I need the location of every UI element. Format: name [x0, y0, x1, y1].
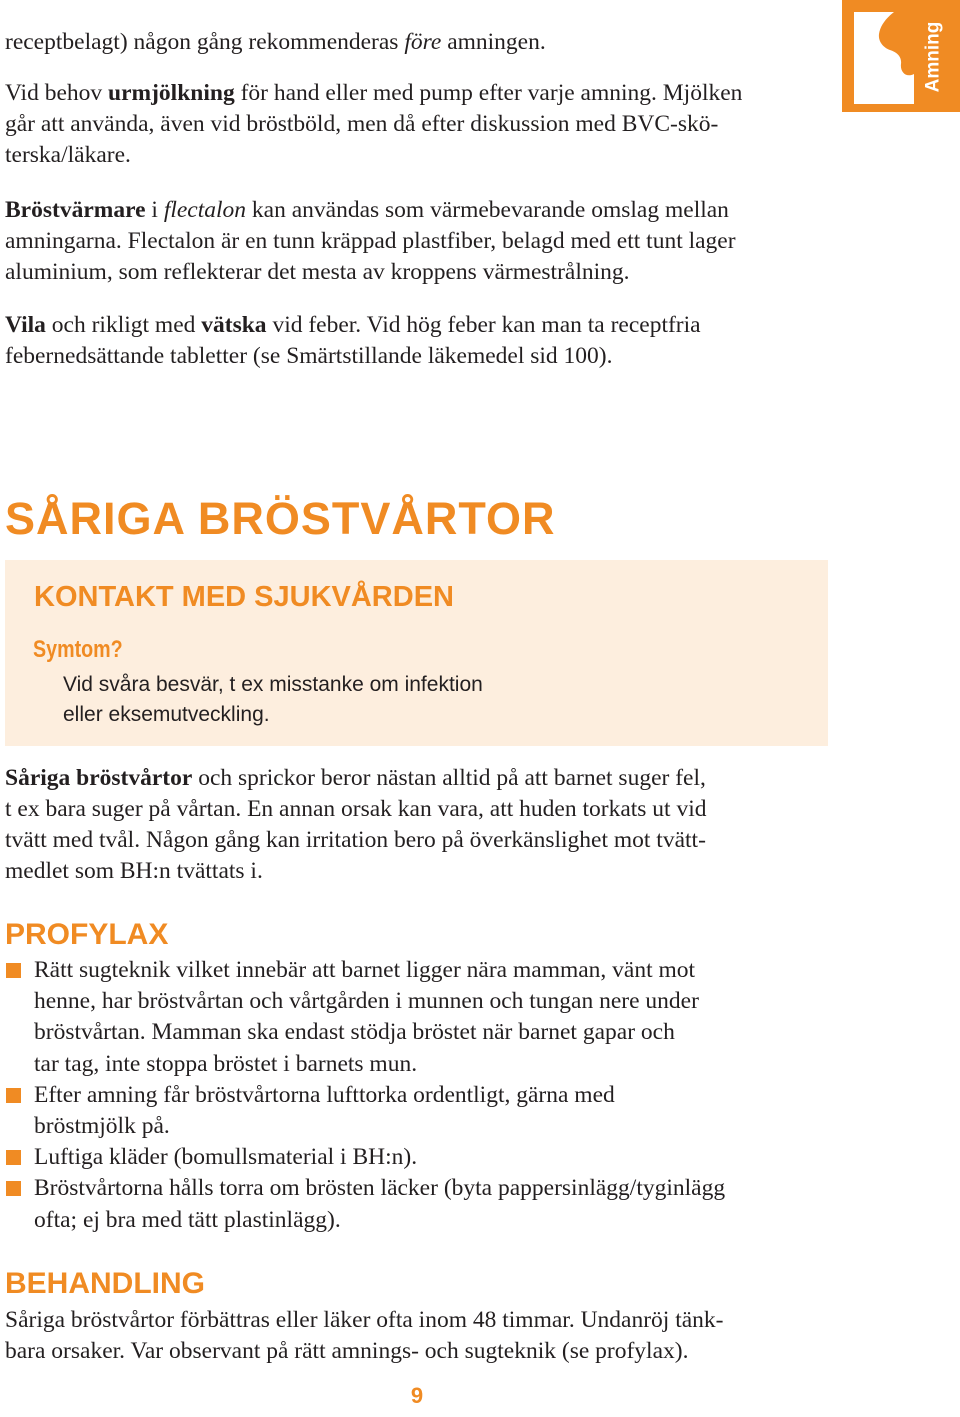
bullet-square-icon	[6, 1181, 21, 1196]
list-item: Efter amning får bröstvårtorna lufttorka ordentligt, gärna med bröstmjölk på.	[5, 1080, 725, 1142]
profylax-list	[5, 955, 725, 1236]
description-paragraph: Såriga bröstvårtor och sprickor beror nästan alltid på att barnet suger fel, t ex bara suger på vårtan. En annan orsak kan vara, att huden torkats ut vid tvätt med tvål. Någon gång kan irritation bero på överkänslighet mot tvätt- medlet som BH:n tvättats i.	[5, 765, 707, 884]
brostvarmare-paragraph: Bröstvärmare i flectalon kan användas som värmebevarande omslag mellan amningarna. Flectalon är en tunn kräppad plastfiber, belagd med ett tunt lager aluminium, som reflekterar det mesta av kroppens värmestrålning.	[5, 197, 736, 285]
tab-label: Amning	[922, 21, 943, 93]
list-item: Luftiga kläder (bomullsmaterial i BH:n).	[5, 1142, 725, 1173]
profylax-heading: PROFYLAX	[5, 918, 169, 951]
behandling-paragraph: Såriga bröstvårtor förbättras eller läker ofta inom 48 timmar. Undanröj tänk- bara orsaker. Var observant på rätt amnings- och sugteknik (se profylax).	[5, 1307, 724, 1364]
bullet-square-icon	[6, 1150, 21, 1165]
symptom-answer: Vid svåra besvär, t ex misstanke om infektion eller eksemutveckling.	[63, 673, 483, 726]
behandling-heading: BEHANDLING	[5, 1267, 205, 1300]
vila-paragraph: Vila och rikligt med vätska vid feber. Vid hög feber kan man ta receptfria febernedsättande tabletter (se Smärtstillande läkemedel sid 100).	[5, 312, 701, 369]
contact-box	[5, 560, 828, 746]
list-item: Rätt sugteknik vilket innebär att barnet ligger nära mamman, vänt mot henne, har bröstvårtan och vårtgården i munnen och tungan nere under bröstvårtan. Mamman ska endast stödja bröstet när barnet gapar och tar tag, inte stoppa bröstet i barnets mun.	[5, 955, 725, 1080]
section-title: SÅRIGA BRÖSTVÅRTOR	[5, 493, 556, 544]
urmjolkning-paragraph: Vid behov urmjölkning för hand eller med pump efter varje amning. Mjölken går att använda, även vid bröstböld, men då efter diskussion med BVC-skö- terska/läkare.	[5, 80, 743, 168]
list-item: Bröstvårtorna hålls torra om brösten läcker (byta pappersinlägg/tyginlägg ofta; ej bra med tätt plastinlägg).	[5, 1173, 725, 1235]
bullet-square-icon	[6, 963, 21, 978]
page-number: 9	[410, 1383, 424, 1408]
breastfeeding-silhouette-icon	[854, 12, 914, 104]
section-tab	[842, 0, 960, 112]
intro-paragraph: receptbelagt) någon gång rekommenderas före amningen.	[5, 29, 546, 55]
contact-box-title: KONTAKT MED SJUKVÅRDEN	[34, 581, 454, 613]
symptom-question: Symtom?	[33, 636, 123, 663]
bullet-square-icon	[6, 1088, 21, 1103]
